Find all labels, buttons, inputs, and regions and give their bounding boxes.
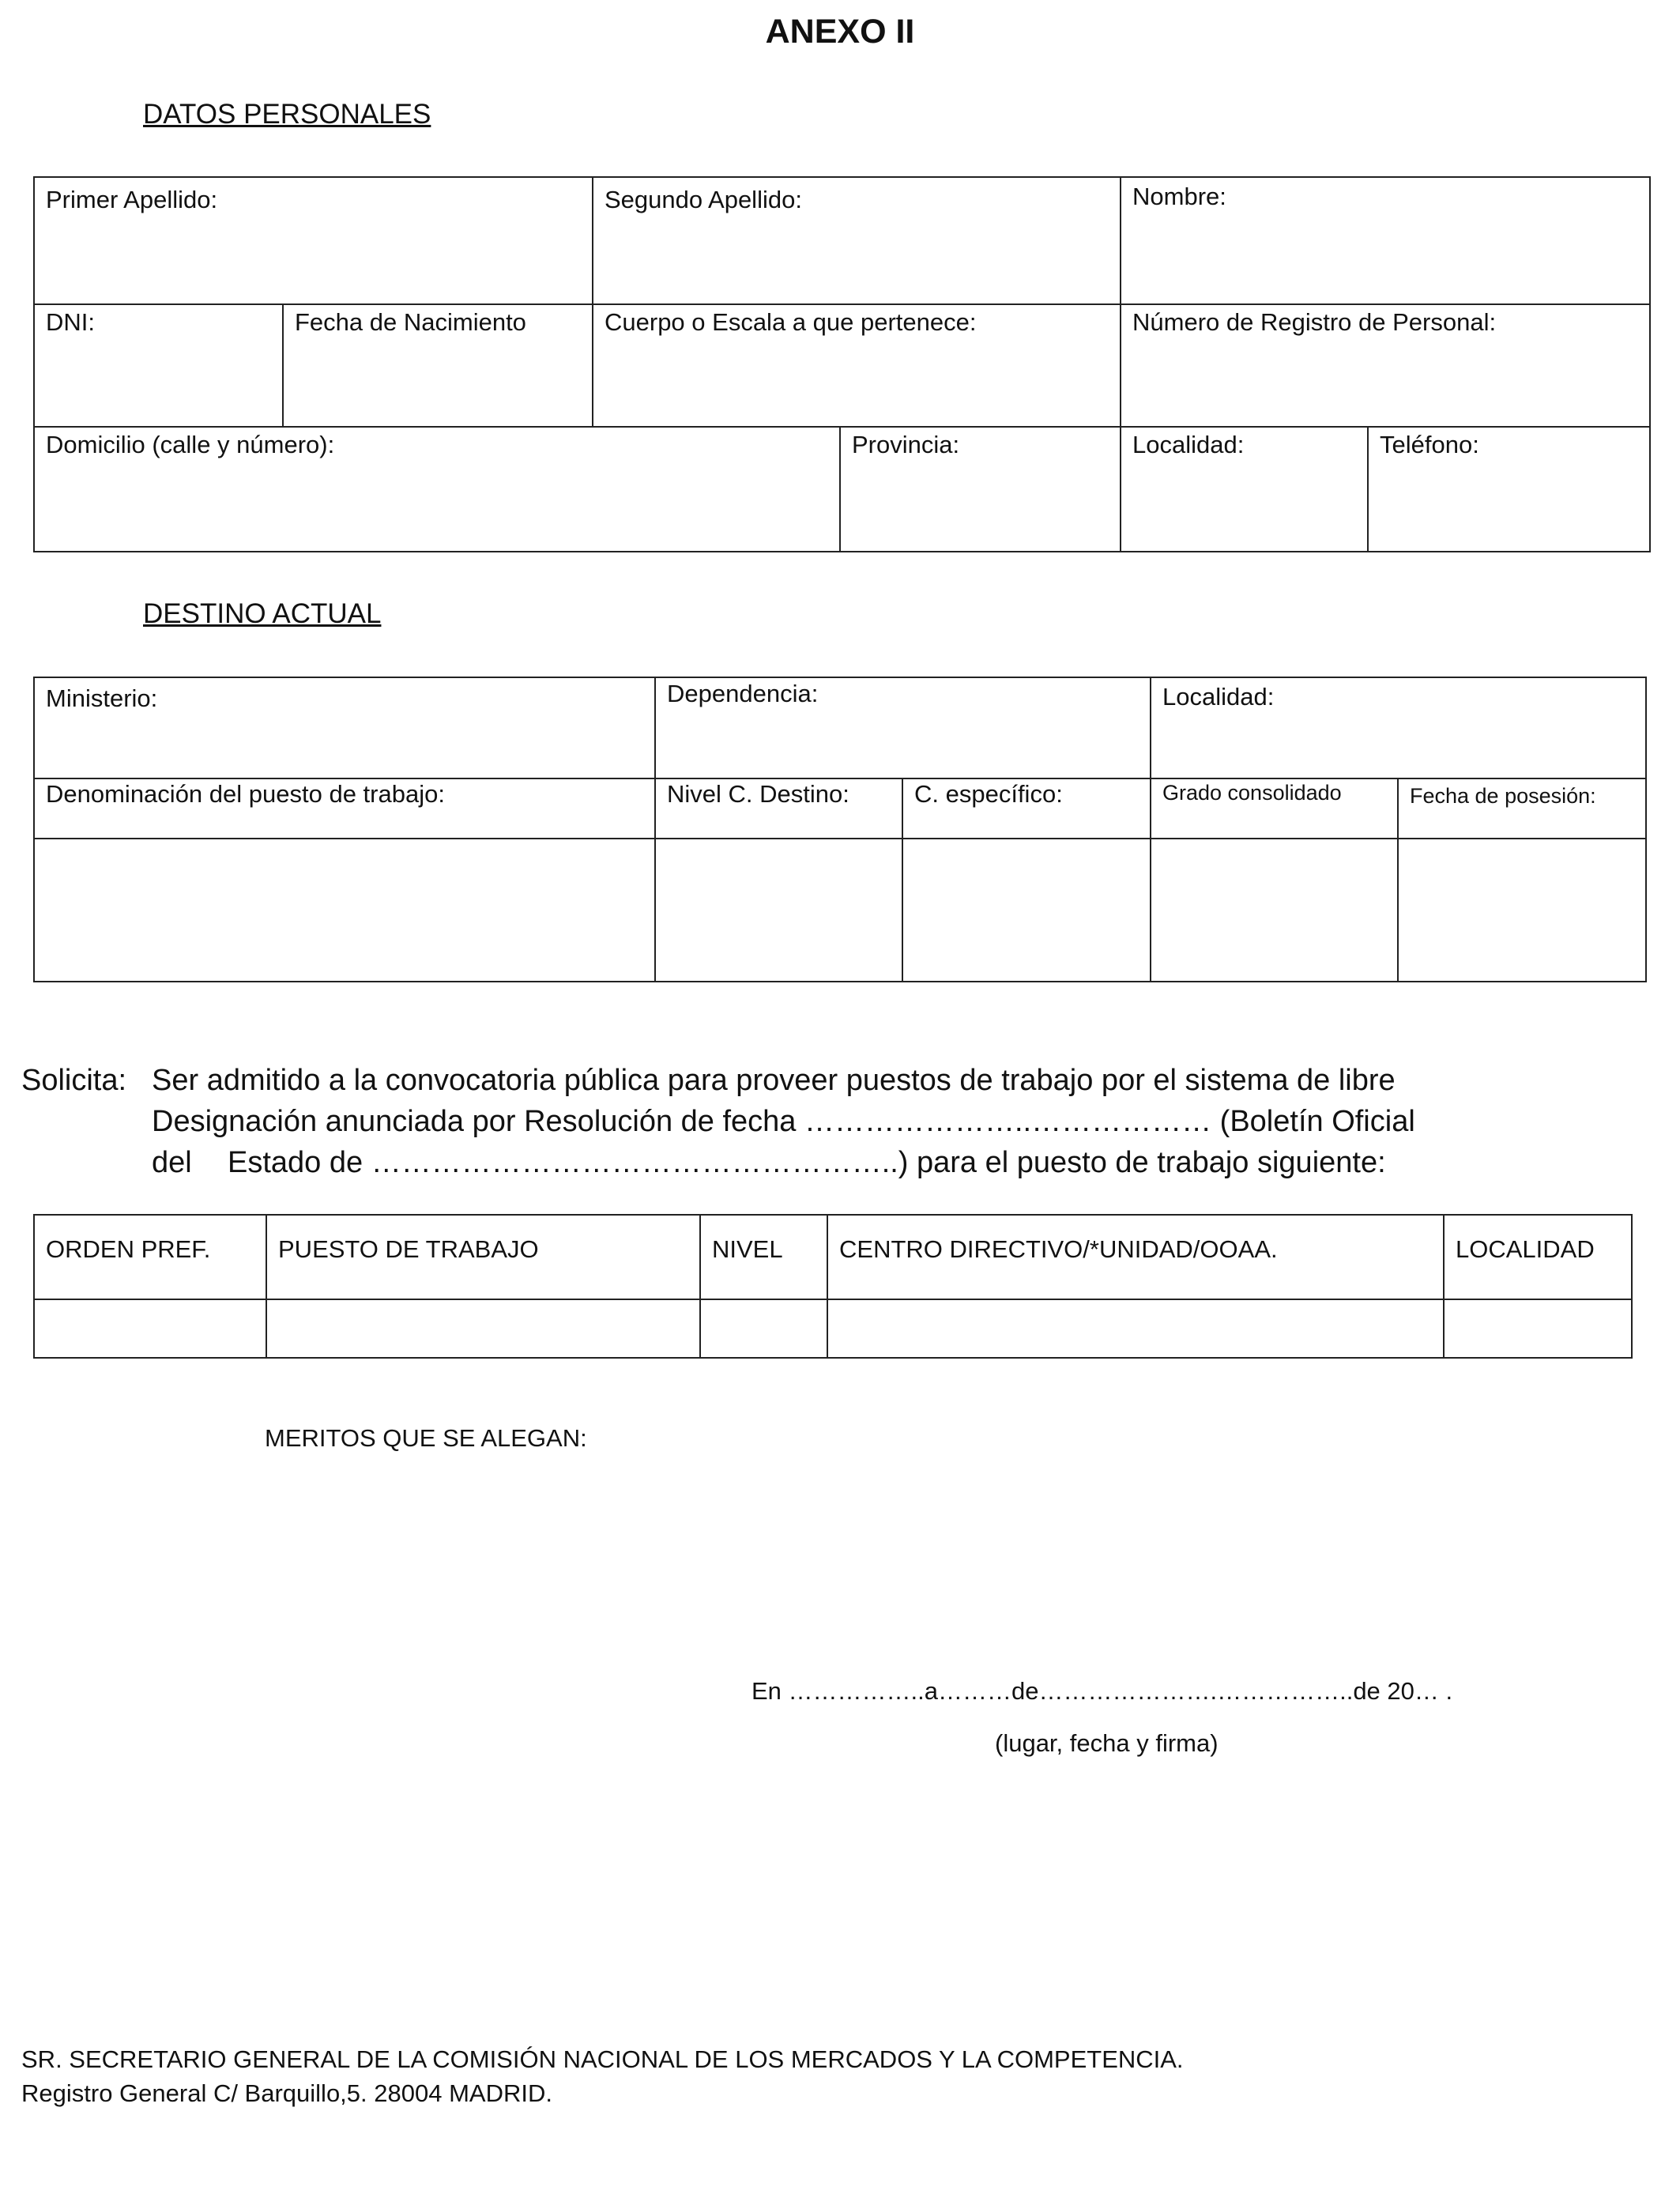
solicita-line-3: Estado de ……………………………………………..) para el puesto de trabajo siguiente: [228, 1146, 1386, 1179]
centro-directivo-header [827, 1214, 1445, 1300]
footer-addressee: SR. SECRETARIO GENERAL DE LA COMISIÓN NACIONAL DE LOS MERCADOS Y LA COMPETENCIA. [21, 2045, 1184, 2073]
fecha-nacimiento-field[interactable] [282, 303, 593, 428]
page-title: ANEXO II [765, 13, 915, 51]
localidad-header-label: LOCALIDAD [1456, 1235, 1595, 1263]
grado-header [1150, 778, 1399, 839]
denominacion-cell[interactable] [33, 838, 656, 982]
centro-directivo-cell[interactable] [827, 1299, 1445, 1359]
dni-label: DNI: [46, 308, 95, 336]
domicilio-label: Domicilio (calle y número): [46, 431, 335, 458]
fecha-nacimiento-label: Fecha de Nacimiento [295, 308, 526, 336]
cuerpo-escala-label: Cuerpo o Escala a que pertenece: [605, 308, 977, 336]
datos-personales-heading: DATOS PERSONALES [143, 99, 431, 130]
localidad-header [1443, 1214, 1633, 1300]
domicilio-field[interactable] [33, 426, 841, 552]
telefono-label: Teléfono: [1380, 431, 1479, 458]
fecha-posesion-header [1397, 778, 1647, 839]
nivel-destino-header [654, 778, 903, 839]
solicita-line-3-prefix: del [152, 1146, 192, 1179]
dependencia-label: Dependencia: [667, 680, 819, 707]
especifico-header [902, 778, 1151, 839]
especifico-label: C. específico: [914, 780, 1063, 808]
nivel-label: NIVEL [712, 1235, 783, 1263]
nombre-field[interactable] [1120, 176, 1651, 305]
numero-registro-field[interactable] [1120, 303, 1651, 428]
orden-pref-cell[interactable] [33, 1299, 267, 1359]
puesto-trabajo-cell[interactable] [266, 1299, 701, 1359]
provincia-field[interactable] [839, 426, 1121, 552]
firma-note: (lugar, fecha y firma) [995, 1729, 1219, 1757]
solicita-line-2: Designación anunciada por Resolución de fecha …………………..……………… (Boletín Oficial [152, 1105, 1415, 1138]
nivel-header [699, 1214, 828, 1300]
dni-field[interactable] [33, 303, 284, 428]
segundo-apellido-label: Segundo Apellido: [605, 186, 802, 213]
especifico-cell[interactable] [902, 838, 1151, 982]
segundo-apellido-field[interactable] [592, 176, 1121, 305]
denominacion-label: Denominación del puesto de trabajo: [46, 780, 445, 808]
provincia-label: Provincia: [852, 431, 960, 458]
denominacion-header [33, 778, 656, 839]
localidad-label: Localidad: [1132, 431, 1245, 458]
nivel-cell[interactable] [699, 1299, 828, 1359]
numero-registro-label: Número de Registro de Personal: [1132, 308, 1497, 336]
nivel-destino-label: Nivel C. Destino: [667, 780, 849, 808]
solicita-label: Solicita: [21, 1064, 127, 1097]
cuerpo-escala-field[interactable] [592, 303, 1121, 428]
destino-localidad-label: Localidad: [1162, 683, 1275, 711]
fecha-linea: En ……………..a………de………………….……………..de 20… . [751, 1677, 1453, 1705]
puesto-trabajo-header [266, 1214, 701, 1300]
fecha-posesion-label: Fecha de posesión: [1410, 784, 1596, 808]
grado-cell[interactable] [1150, 838, 1399, 982]
orden-pref-header [33, 1214, 267, 1300]
primer-apellido-field[interactable] [33, 176, 593, 305]
orden-pref-label: ORDEN PREF. [46, 1235, 211, 1263]
nivel-destino-cell[interactable] [654, 838, 903, 982]
telefono-field[interactable] [1367, 426, 1651, 552]
footer-address: Registro General C/ Barquillo,5. 28004 MADRID. [21, 2079, 552, 2107]
localidad-field[interactable] [1120, 426, 1369, 552]
ministerio-field[interactable] [33, 677, 656, 779]
solicita-line-1: Ser admitido a la convocatoria pública para proveer puestos de trabajo por el sistema de libre [152, 1064, 1396, 1097]
puesto-trabajo-label: PUESTO DE TRABAJO [278, 1235, 539, 1263]
grado-label: Grado consolidado [1162, 781, 1342, 805]
dependencia-field[interactable] [654, 677, 1151, 779]
primer-apellido-label: Primer Apellido: [46, 186, 218, 213]
nombre-label: Nombre: [1132, 183, 1226, 210]
destino-actual-heading: DESTINO ACTUAL [143, 598, 382, 629]
centro-directivo-label: CENTRO DIRECTIVO/*UNIDAD/OOAA. [839, 1235, 1278, 1263]
destino-localidad-field[interactable] [1150, 677, 1647, 779]
ministerio-label: Ministerio: [46, 684, 158, 712]
meritos-label: MERITOS QUE SE ALEGAN: [265, 1424, 587, 1452]
localidad-cell[interactable] [1443, 1299, 1633, 1359]
fecha-posesion-cell[interactable] [1397, 838, 1647, 982]
